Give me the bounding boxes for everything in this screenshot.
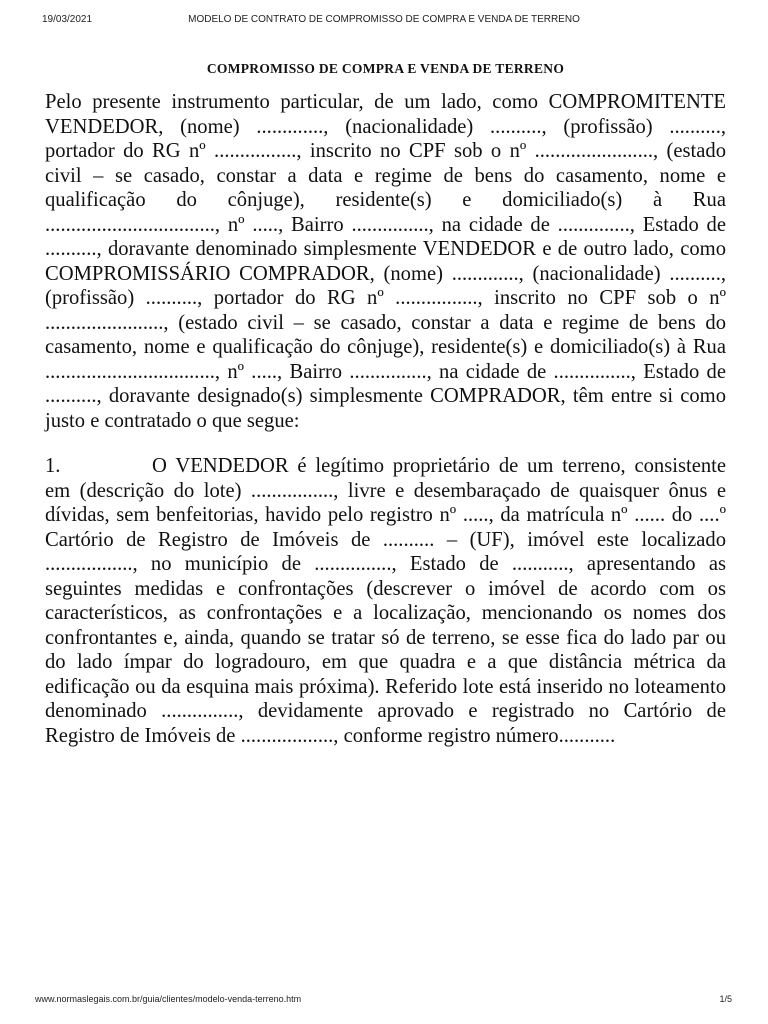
print-header bbox=[0, 14, 768, 30]
source-url[interactable]: www.normaslegais.com.br/guia/clientes/modelo-venda-terreno.htm bbox=[35, 994, 302, 1004]
clause-number: 1. bbox=[45, 455, 61, 477]
print-header-title: MODELO DE CONTRATO DE COMPROMISSO DE COMPRA E VENDA DE TERRENO bbox=[188, 14, 580, 25]
document-title: COMPROMISSO DE COMPRA E VENDA DE TERRENO bbox=[206, 61, 565, 76]
intro-paragraph: Pelo presente instrumento particular, de um lado, como COMPROMITENTE VENDEDOR, (nome) ............., (nacionalidade) .........., (profissão) .........., portador do RG nº ................, inscrito no CPF sob o nº ......................., (estado civil – se casado, constar a data e regime de bens do casamento, nome e qualificação do cônjuge), residente(s) e domiciliado(s) à Rua ................................., nº ....., Bairro ..............., na cidade de .............., Estado de .........., doravante denominado simplesmente VENDEDOR e de outro lado, como COMPROMISSÁRIO COMPRADOR, (nome) ............., (nacionalidade) .........., (profissão) .........., portador do RG nº ................, inscrito no CPF sob o nº ......................., (estado civil – se casado, constar a data e regime de bens do casamento, nome e qualificação do cônjuge), residente(s) e domiciliado(s) à Rua ................................., nº ....., Bairro ..............., na cidade de ..............., Estado de .........., doravante designado(s) simplesmente COMPRADOR, têm entre si como justo e contratado o que segue: bbox=[45, 91, 726, 432]
clause-1-paragraph bbox=[45, 454, 726, 748]
page-number: 1/5 bbox=[719, 994, 732, 1004]
document-body bbox=[45, 60, 726, 748]
print-date: 19/03/2021 bbox=[42, 14, 93, 25]
print-footer bbox=[0, 994, 768, 1010]
clause-text: O VENDEDOR é legítimo proprietário de um terreno, consistente em (descrição do lote) ................, livre e desembaraçado de quaisquer ônus e dívidas, sem benfeitorias, havido pelo registro nº ....., da matrícula nº ...... do ....º Cartório de Registro de Imóveis de .......... – (UF), imóvel este localizado ................., no município de ..............., Estado de ..........., apresentando as seguintes medidas e confrontações (descrever o imóvel de acordo com os característicos, as confrontações e a localização, mencionando os nomes dos confrontantes e, ainda, quando se tratar só de terreno, se esse fica do lado par ou do lado ímpar do logradouro, em que quadra e a que distância métrica da edificação ou da esquina mais próxima). Referido lote está inserido no loteamento denominado ..............., devidamente aprovado e registrado no Cartório de Registro de Imóveis de .................., conforme registro número........... bbox=[45, 455, 726, 747]
